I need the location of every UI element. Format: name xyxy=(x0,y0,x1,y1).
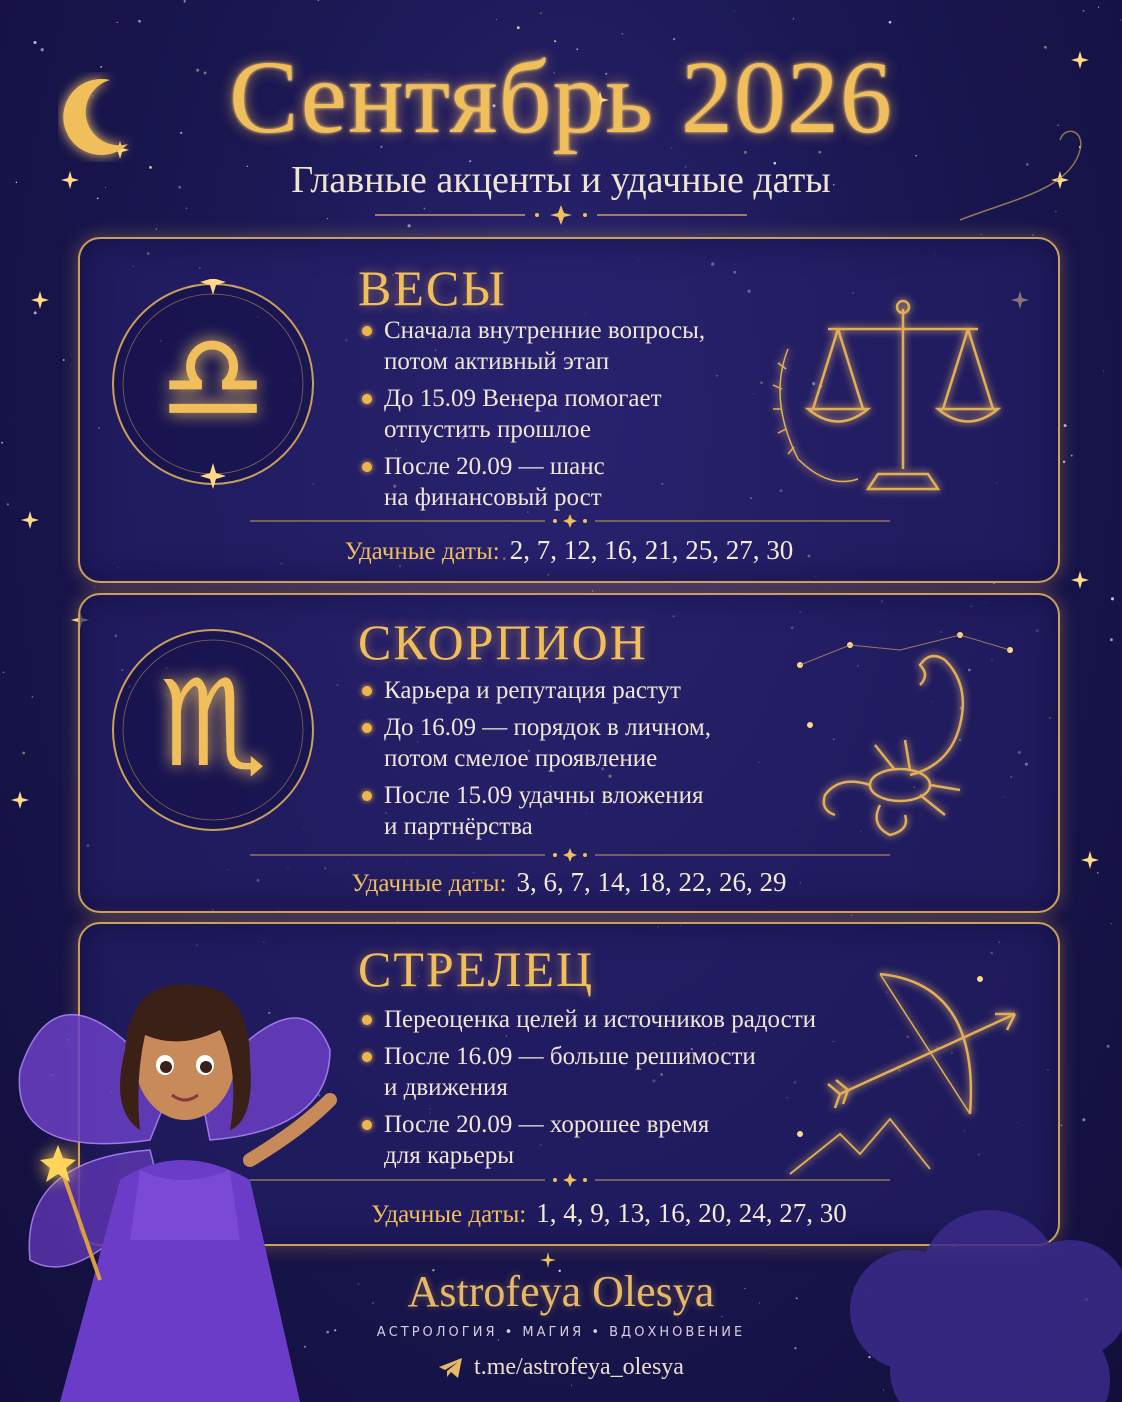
list-item: Переоценка целей и источников радости xyxy=(358,1004,816,1035)
list-item: До 16.09 — порядок в личном, потом смелое проявление xyxy=(358,712,711,774)
star-dot xyxy=(889,21,892,24)
title-divider xyxy=(375,203,747,227)
star-dot xyxy=(1110,638,1113,641)
scorpion-icon xyxy=(770,625,1020,855)
star-dot xyxy=(1098,7,1099,8)
scorpio-glyph: ♏ xyxy=(159,655,267,794)
star-dot xyxy=(1120,19,1121,20)
star-dot xyxy=(1063,461,1065,463)
list-item: Сначала внутренние вопросы, потом активный этап xyxy=(358,315,705,377)
sign-card-scorpio xyxy=(78,593,1060,913)
page-title: Сентябрь 2026 xyxy=(229,40,893,155)
star-dot xyxy=(1111,923,1112,924)
star-dot xyxy=(1082,1118,1085,1121)
star-dot xyxy=(540,13,541,14)
star-dot xyxy=(794,1347,796,1349)
star-dot xyxy=(184,0,186,2)
star-dot xyxy=(117,22,118,23)
libra-bullets xyxy=(358,315,705,519)
list-item: После 16.09 — больше решимости и движения xyxy=(358,1041,816,1103)
sign-name-scorpio: СКОРПИОН xyxy=(358,614,648,670)
list-item: После 20.09 — хорошее время для карьеры xyxy=(358,1109,816,1171)
star-dot xyxy=(1064,424,1067,427)
star-dot xyxy=(517,26,520,29)
star-dot xyxy=(34,311,37,314)
star-dot xyxy=(1103,371,1104,372)
star-dot xyxy=(1111,597,1114,600)
star-dot xyxy=(1,442,3,444)
libra-scales-icon xyxy=(768,289,1008,509)
star-dot xyxy=(327,218,328,219)
sign-name-sagittarius: СТРЕЛЕЦ xyxy=(358,941,595,997)
sparkle-icon xyxy=(21,511,39,529)
star-dot xyxy=(981,234,982,235)
scorpio-symbol-circle xyxy=(108,625,318,835)
star-dot xyxy=(1097,872,1098,873)
star-dot xyxy=(22,752,25,755)
lucky-dates-value: 1, 4, 9, 13, 16, 20, 24, 27, 30 xyxy=(536,1198,847,1228)
star-dot xyxy=(186,208,187,209)
star-dot xyxy=(1083,10,1085,12)
star-dot xyxy=(138,20,141,23)
list-item: После 20.09 — шанс на финансовый рост xyxy=(358,451,705,513)
sparkle-icon xyxy=(11,791,29,809)
star-dot xyxy=(317,0,319,1)
sparkle-icon xyxy=(1081,851,1099,869)
card-divider xyxy=(250,847,890,863)
lucky-dates-scorpio xyxy=(80,867,1058,898)
star-dot xyxy=(851,915,852,916)
sagittarius-bullets xyxy=(358,1004,816,1177)
card-divider xyxy=(250,513,890,529)
lucky-dates-label: Удачные даты: xyxy=(371,1201,527,1228)
sparkle-icon xyxy=(31,291,49,309)
brand-tagline: АСТРОЛОГИЯ • МАГИЯ • ВДОХНОВЕНИЕ xyxy=(376,1325,746,1340)
star-dot xyxy=(156,229,157,230)
sparkle-icon xyxy=(1071,571,1089,589)
lucky-dates-value: 2, 7, 12, 16, 21, 25, 27, 30 xyxy=(509,535,794,565)
star-dot xyxy=(7,503,9,505)
lucky-dates-label: Удачные даты: xyxy=(344,538,500,565)
lucky-dates-libra xyxy=(80,535,1058,566)
star-dot xyxy=(32,696,34,698)
star-dot xyxy=(3,671,5,673)
star-dot xyxy=(496,19,497,20)
brand-name: Astrofeya Olesya xyxy=(407,1267,715,1316)
star-dot xyxy=(592,590,593,591)
telegram-link-row[interactable] xyxy=(0,1354,1122,1381)
star-dot xyxy=(734,10,735,11)
star-dot xyxy=(1107,1045,1110,1048)
list-item: Карьера и репутация растут xyxy=(358,675,711,706)
star-dot xyxy=(94,586,95,587)
list-item: До 15.09 Венера помогает отпустить прошлое xyxy=(358,383,705,445)
list-item: После 15.09 удачны вложения и партнёрства xyxy=(358,780,711,842)
star-dot xyxy=(793,18,794,19)
star-dot xyxy=(571,1385,572,1386)
star-dot xyxy=(1061,1124,1063,1126)
lucky-dates-label: Удачные даты: xyxy=(351,870,507,897)
lucky-dates-value: 3, 6, 7, 14, 18, 22, 26, 29 xyxy=(516,867,787,897)
telegram-icon xyxy=(438,1357,464,1379)
star-dot xyxy=(621,33,623,35)
star-dot xyxy=(1032,234,1033,235)
libra-glyph: ♎ xyxy=(159,309,267,448)
telegram-link[interactable]: t.me/astrofeya_olesya xyxy=(474,1354,684,1380)
page-subtitle: Главные акценты и удачные даты xyxy=(291,159,831,201)
sign-name-libra: ВЕСЫ xyxy=(358,260,507,316)
scorpio-bullets xyxy=(358,675,711,848)
libra-symbol-circle xyxy=(108,279,318,489)
star-dot xyxy=(63,359,65,361)
star-dot xyxy=(1071,455,1073,457)
sign-card-libra xyxy=(78,237,1060,583)
